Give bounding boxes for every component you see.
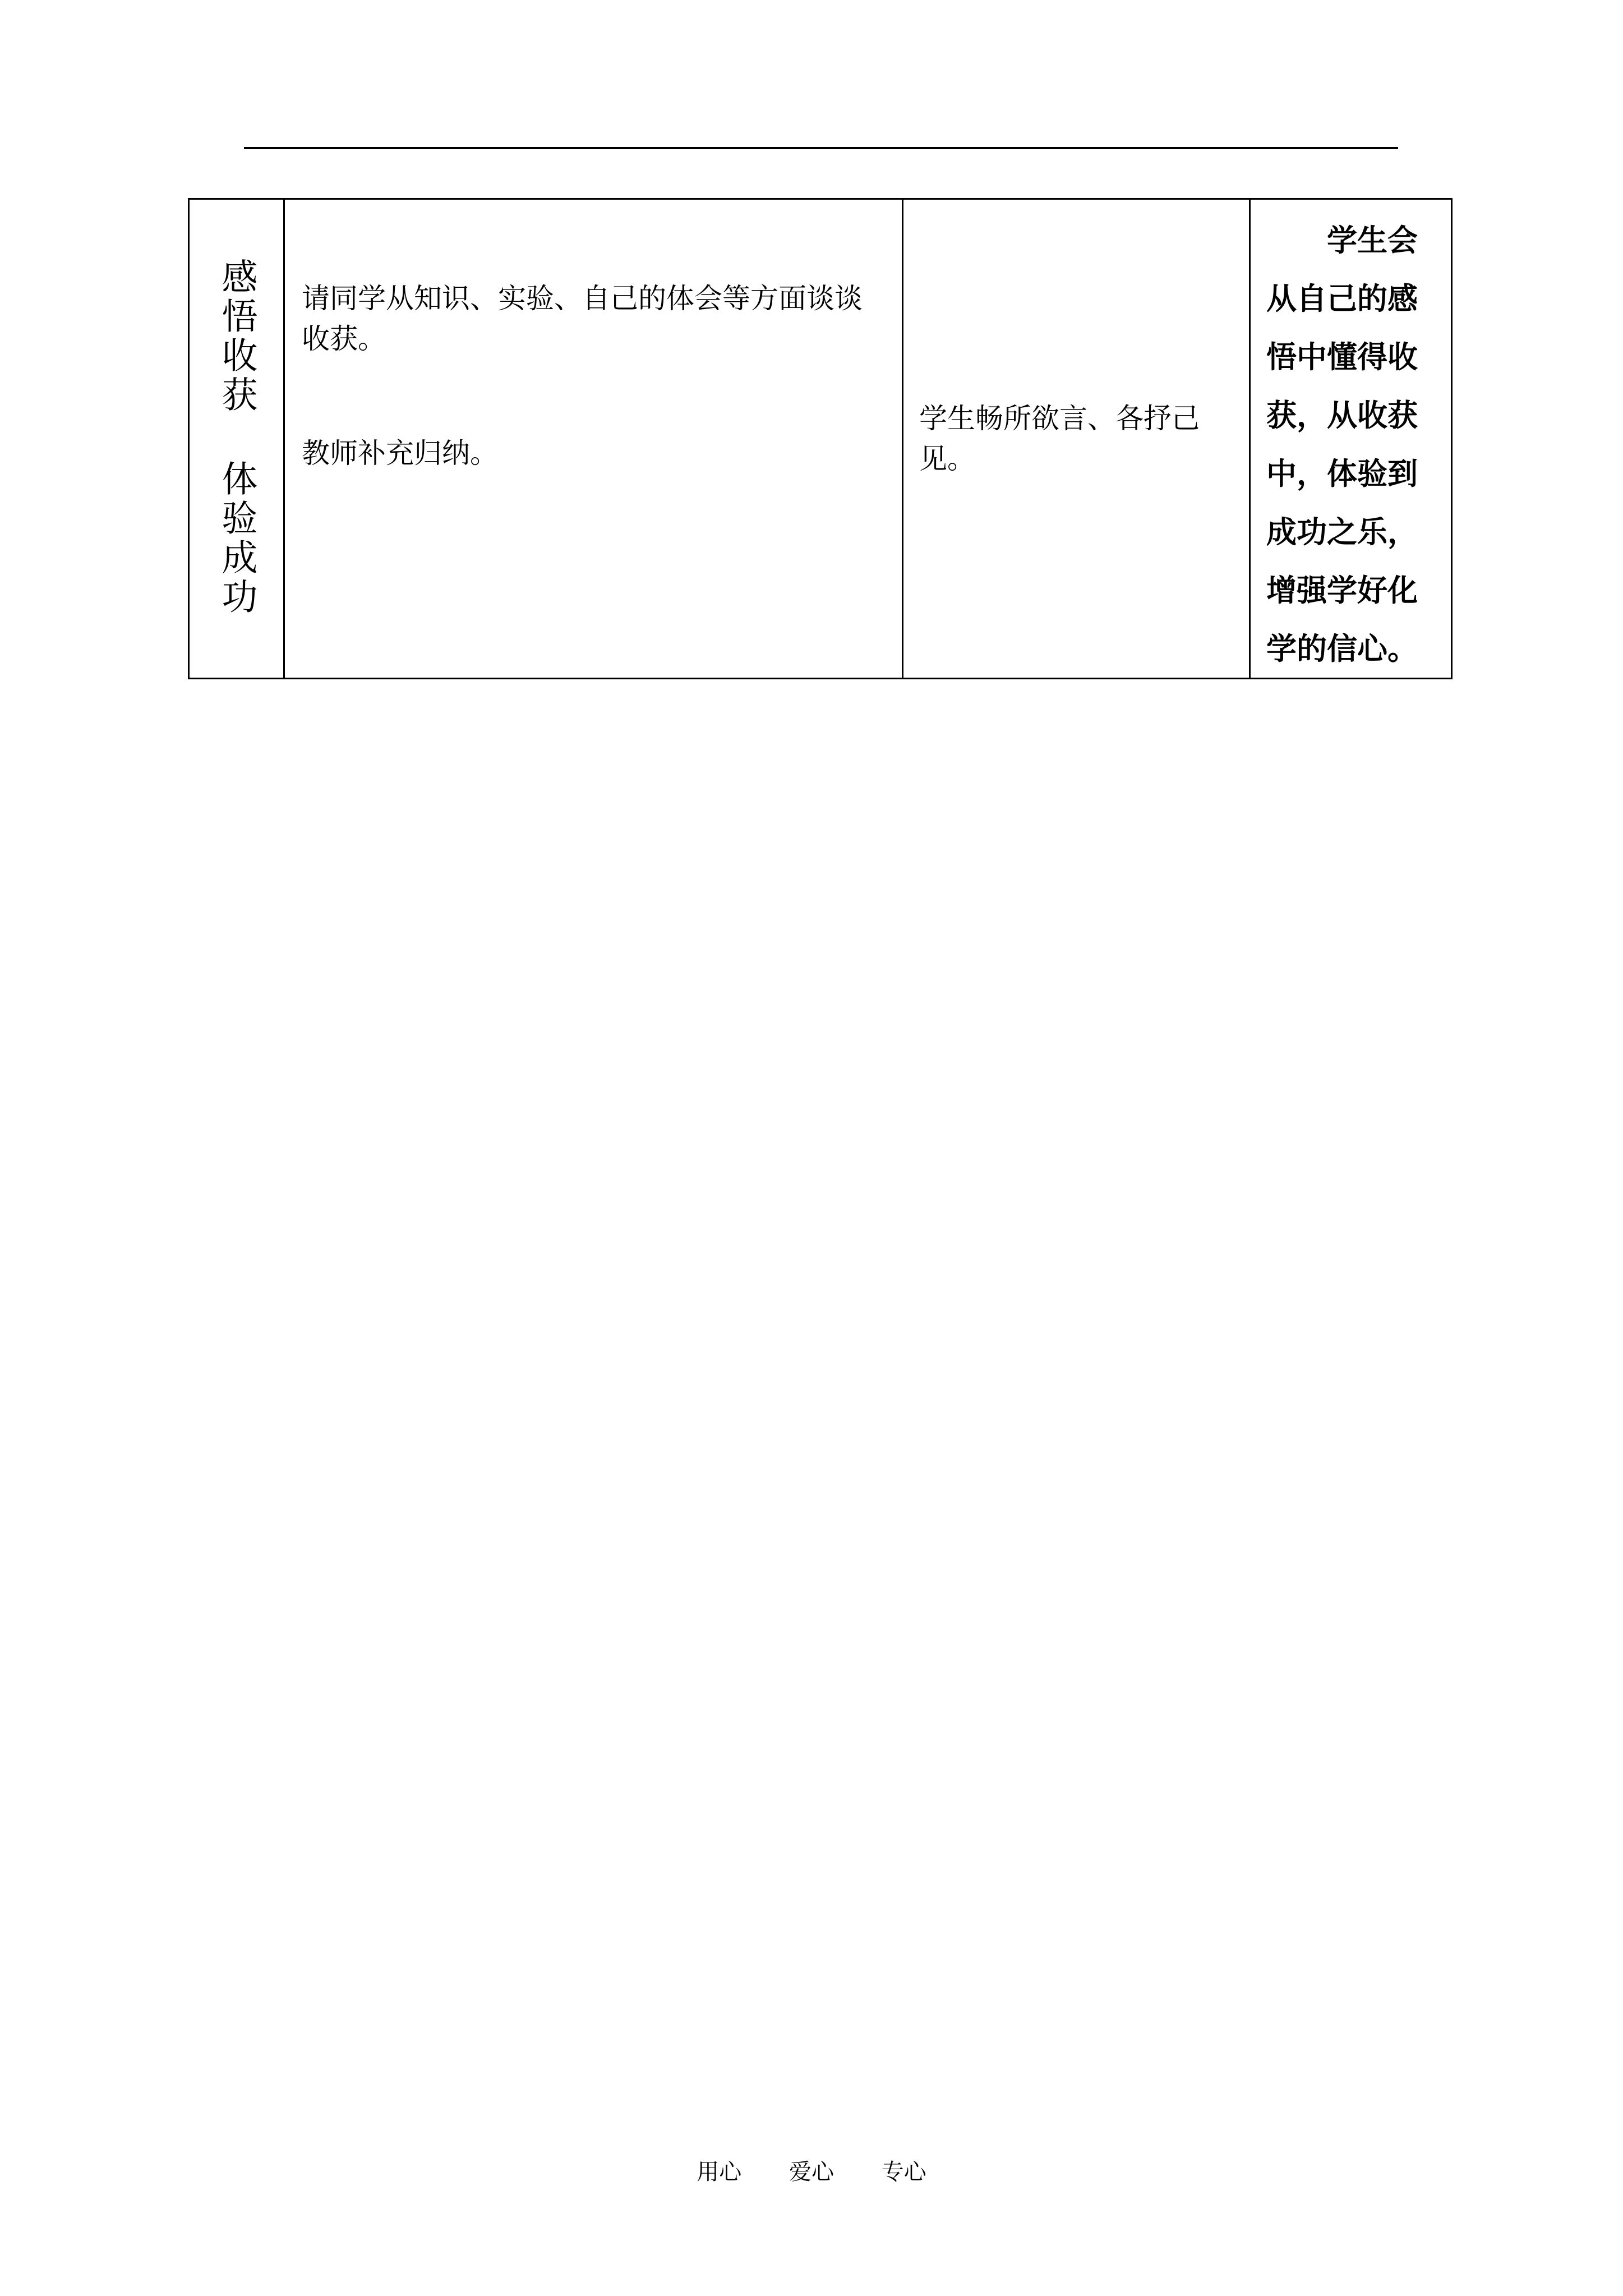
- stage-cell: [189, 199, 284, 679]
- design-intent-cell: [1250, 199, 1452, 679]
- student-activity-cell: [903, 199, 1250, 679]
- student-activity-text: 学生畅所欲言、各抒己见。: [919, 402, 1200, 475]
- lesson-table: [188, 198, 1453, 679]
- teacher-summary-text: 教师补充归纳。: [302, 437, 498, 470]
- stage-label: 感悟收获 体验成功: [215, 258, 257, 617]
- footer-item: 专心: [881, 2159, 926, 2185]
- footer-item: 用心: [697, 2159, 742, 2185]
- teacher-activity-text: 请同学从知识、实验、自己的体会等方面谈谈收获。: [302, 282, 863, 355]
- design-intent-text: 学生会从自己的感悟中懂得收获，从收获中，体验到成功之乐，增强学好化学的信心。: [1266, 222, 1418, 666]
- teacher-activity-cell: [284, 199, 903, 679]
- table-row: [189, 199, 1452, 679]
- page-footer: [0, 2154, 1623, 2186]
- header-rule: [244, 147, 1398, 149]
- footer-item: 爱心: [789, 2159, 834, 2185]
